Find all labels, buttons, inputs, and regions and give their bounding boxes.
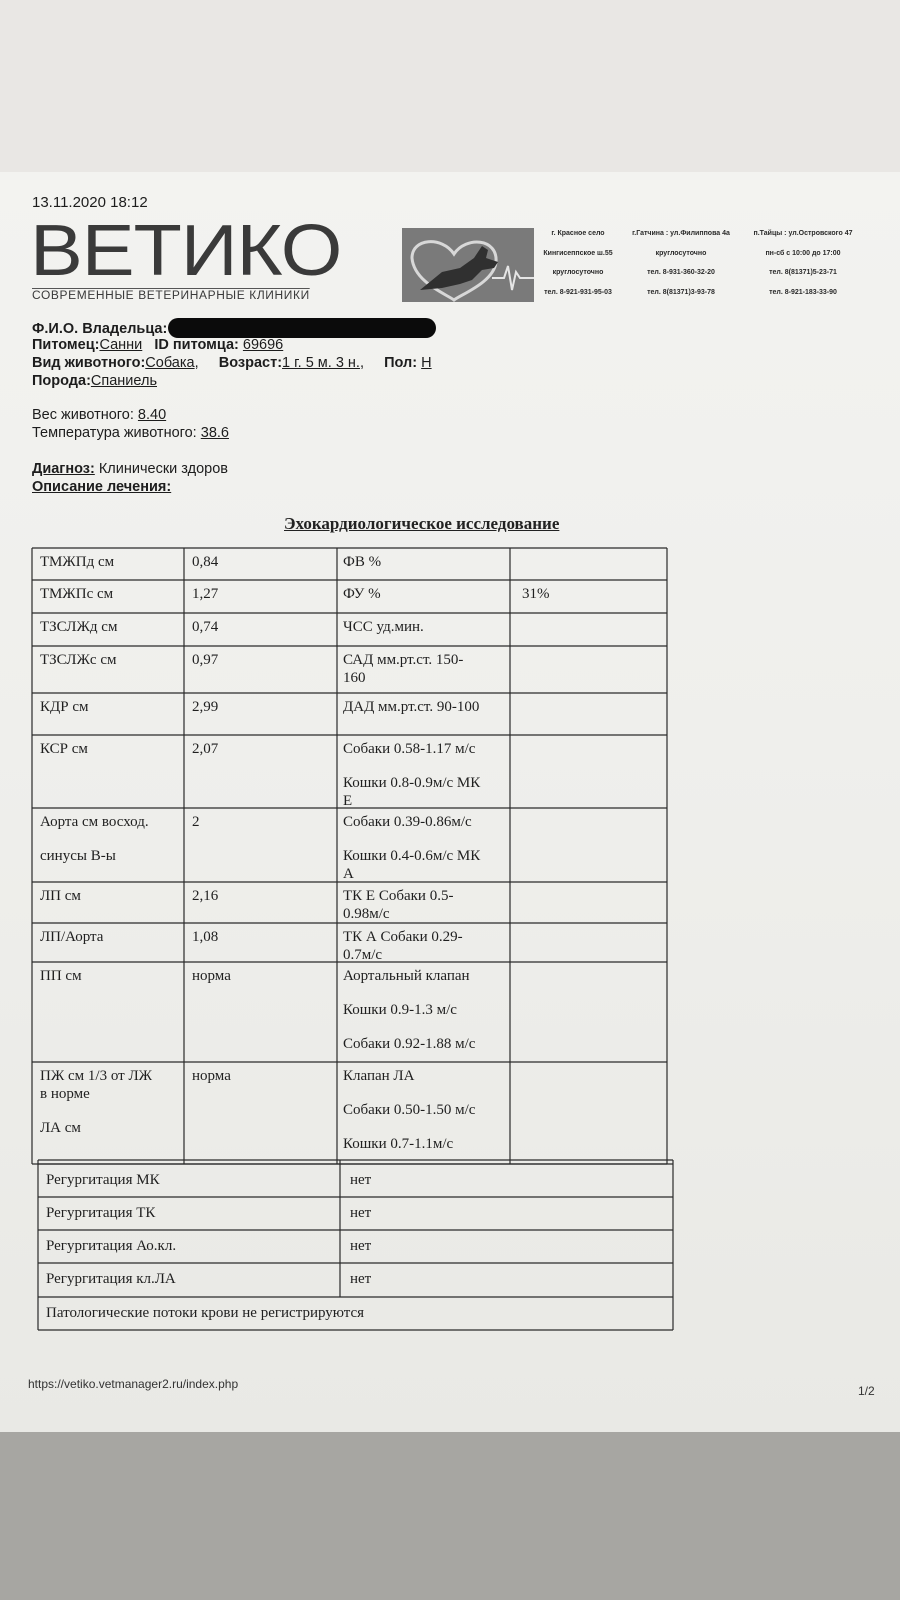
species-line: Вид животного:Собака, Возраст:1 г. 5 м. 3 н., Пол: Н — [32, 355, 432, 371]
regurgitation-label: Регургитация МК — [46, 1172, 160, 1188]
param-label-line: Аорта см восход. — [40, 814, 149, 830]
reference-range-line: Кошки 0.7-1.1м/с — [343, 1136, 454, 1152]
document-page — [0, 172, 900, 1432]
clinic-info-taitsy: п.Тайцы : ул.Островского 47 пн-сб с 10:00 до 17:00 тел. 8(81371)5-23-71 тел. 8-921-183-33-90 — [753, 230, 853, 296]
param-label — [40, 740, 182, 758]
reference-range-line: Собаки 0.39-0.86м/с — [343, 814, 472, 830]
param-value: 1,27 — [192, 586, 219, 602]
reference-range — [343, 698, 506, 716]
param-value: норма — [192, 968, 231, 984]
temperature-value: 38.6 — [200, 425, 229, 441]
regurgitation-value: нет — [350, 1205, 372, 1221]
reference-range-line: Кошки 0.9-1.3 м/с — [343, 1002, 457, 1018]
reference-range-line: ТК А Собаки 0.29- — [343, 929, 463, 945]
param-label — [40, 585, 182, 603]
reference-range-line: Аортальный клапан — [343, 968, 470, 984]
param-label-line: ЛП см — [40, 888, 81, 904]
regurgitation-label: Регургитация кл.ЛА — [46, 1271, 176, 1287]
age-label: Возраст: — [218, 355, 283, 371]
weight-label: Вес животного: — [32, 407, 134, 423]
report-title: Эхокардиологическое исследование — [284, 514, 560, 533]
sex-label: Пол: — [384, 355, 418, 371]
regurgitation-value: нет — [350, 1271, 372, 1287]
reference-range — [343, 651, 506, 687]
pet-id-label: ID питомца: — [154, 337, 239, 353]
reference-range-line — [343, 1119, 506, 1135]
reference-range-line: ТК Е Собаки 0.5- — [343, 888, 454, 904]
param-label — [40, 1067, 182, 1137]
species-label: Вид животного: — [32, 355, 146, 371]
param-label-line: ЛП/Аорта — [40, 929, 104, 945]
param-label-line: ПЖ см 1/3 от ЛЖ — [40, 1068, 153, 1084]
reference-range-line — [343, 758, 506, 774]
temperature-label: Температура животного: — [32, 425, 197, 441]
param-label-line: ТМЖПс см — [40, 586, 114, 602]
reference-range-line — [343, 1019, 506, 1035]
clinic-logo-text: ВЕТИКО — [30, 211, 342, 291]
param-label — [40, 928, 182, 946]
reference-range-line: ДАД мм.рт.ст. 90-100 — [343, 699, 480, 715]
reference-range-line: Собаки 0.50-1.50 м/с — [343, 1102, 476, 1118]
clinic-info-krasnoe-selo: г. Красное село Кингисеппское ш.55 круглосуточно тел. 8-921-931-95-03 — [543, 230, 613, 296]
reference-range-line: Кошки 0.4-0.6м/с МК — [343, 848, 481, 864]
breed-label: Порода: — [32, 373, 91, 389]
reference-range-line: 0.7м/с — [343, 947, 383, 963]
param-label-line: ТЗСЛЖс см — [40, 652, 117, 668]
pet-label: Питомец: — [32, 337, 100, 353]
param-value: 0,84 — [192, 554, 219, 570]
reference-range-line: ФУ % — [343, 586, 381, 602]
param-value: норма — [192, 1068, 231, 1084]
param-label-line: ТЗСЛЖд см — [40, 619, 118, 635]
reference-range — [343, 928, 506, 964]
clinic-info-gatchina: г.Гатчина : ул.Филиппова 4а круглосуточно тел. 8-931-360-32-20 тел. 8(81371)3-93-78 — [632, 230, 730, 296]
diagnosis-value: Клинически здоров — [98, 461, 228, 477]
clinic-logo-subtitle: СОВРЕМЕННЫЕ ВЕТЕРИНАРНЫЕ КЛИНИКИ — [32, 290, 310, 302]
top-background — [0, 0, 900, 172]
reference-range — [343, 1067, 506, 1153]
reference-range-line: Е — [343, 793, 353, 809]
param-value: 2,07 — [192, 741, 219, 757]
param-value: 2 — [192, 814, 200, 830]
pet-name: Санни — [99, 337, 143, 353]
param-label — [40, 553, 182, 571]
page-number: 1/2 — [858, 1384, 875, 1398]
regurgitation-label: Регургитация ТК — [46, 1205, 156, 1221]
reference-range — [343, 813, 506, 883]
param-label — [40, 618, 182, 636]
param-label-line: ЛА см — [40, 1120, 81, 1136]
print-datetime: 13.11.2020 18:12 — [32, 194, 148, 211]
pet-id: 69696 — [242, 337, 284, 353]
param-label-line: ПП см — [40, 968, 82, 984]
regurgitation-value: нет — [350, 1238, 372, 1254]
reference-range-line: САД мм.рт.ст. 150- — [343, 652, 464, 668]
reference-range — [343, 887, 506, 923]
sex-value: Н — [421, 355, 432, 371]
param-value: 2,99 — [192, 699, 219, 715]
param-label-line: синусы В-ы — [40, 848, 116, 864]
param-label — [40, 651, 182, 669]
param-value: 2,16 — [192, 888, 219, 904]
param-value: 0,74 — [192, 619, 219, 635]
reference-range-line — [343, 1085, 506, 1101]
reference-range-line: Собаки 0.92-1.88 м/с — [343, 1036, 476, 1052]
reference-range-line: 0.98м/с — [343, 906, 390, 922]
bottom-background — [0, 1432, 900, 1600]
age-value: 1 г. 5 м. 3 н. — [282, 355, 360, 371]
param-label-line — [40, 831, 182, 847]
param-label-line: ТМЖПд см — [40, 554, 115, 570]
result-extra: 31% — [522, 586, 550, 602]
reference-range-line: Собаки 0.58-1.17 м/с — [343, 741, 476, 757]
blood-flow-note: Патологические потоки крови не регистрируются — [46, 1305, 365, 1321]
reference-range — [343, 967, 506, 1053]
species-value: Собака — [145, 355, 195, 371]
reference-range-line: Клапан ЛА — [343, 1068, 415, 1084]
param-label — [40, 967, 182, 985]
param-label-line — [40, 1103, 182, 1119]
reference-range — [343, 553, 506, 571]
reference-range-line: А — [343, 866, 354, 882]
reference-range-line: Кошки 0.8-0.9м/с МК — [343, 775, 481, 791]
reference-range-line: ФВ % — [343, 554, 382, 570]
reference-range — [343, 740, 506, 810]
diagnosis-label: Диагноз: — [32, 461, 95, 477]
reference-range-line — [343, 831, 506, 847]
reference-range — [343, 585, 506, 603]
reference-range — [343, 618, 506, 636]
reference-range-line — [343, 985, 506, 1001]
weight-value: 8.40 — [137, 407, 167, 423]
owner-label: Ф.И.О. Владельца: — [32, 321, 168, 337]
regurgitation-label: Регургитация Ао.кл. — [46, 1238, 177, 1254]
param-label-line: в норме — [40, 1086, 90, 1102]
param-value: 1,08 — [192, 929, 219, 945]
param-label-line: КСР см — [40, 741, 88, 757]
treatment-label: Описание лечения: — [32, 479, 172, 495]
param-label — [40, 887, 182, 905]
breed-value: Спаниель — [90, 373, 157, 389]
regurgitation-value: нет — [350, 1172, 372, 1188]
param-label — [40, 813, 182, 865]
param-label-line: КДР см — [40, 699, 89, 715]
param-value: 0,97 — [192, 652, 219, 668]
footer-url: https://vetiko.vetmanager2.ru/index.php — [28, 1377, 239, 1391]
reference-range-line: ЧСС уд.мин. — [343, 619, 424, 635]
param-label — [40, 698, 182, 716]
reference-range-line: 160 — [343, 670, 366, 686]
